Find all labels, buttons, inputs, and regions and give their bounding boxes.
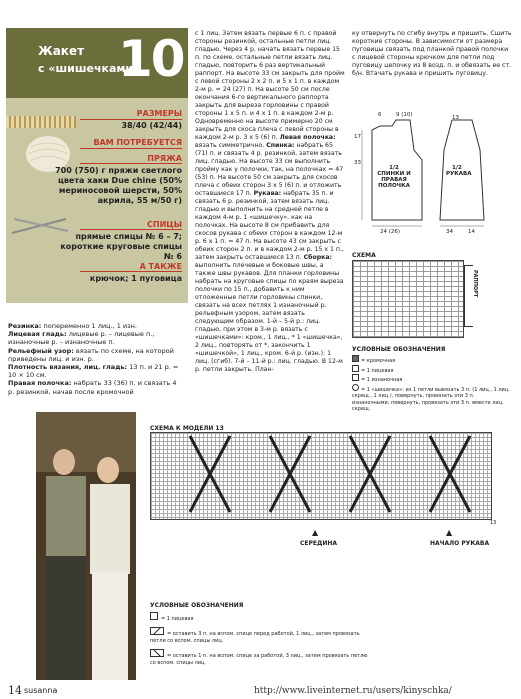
sleeve-start-label: НАЧАЛО РУКАВА — [430, 540, 490, 547]
title-line-1: Жакет — [38, 44, 85, 58]
dim-top-b: 9 (10) — [396, 112, 413, 118]
center-label: СЕРЕДИНА — [300, 540, 338, 547]
cable-right-icon — [150, 649, 164, 657]
stitch-chart-grid — [352, 260, 464, 338]
legend-small-title: УСЛОВНЫЕ ОБОЗНАЧЕНИЯ — [352, 346, 446, 353]
stitch-text: вязать по схеме, на которой приведены лиц. и изн. р. — [8, 346, 174, 363]
left-front-label: Левая полочка: — [279, 134, 336, 141]
yarn-value: 700 (750) г пряжи светлого цвета хаки Due chine (50% мериносовой шерсти, 50% акрила, 55 м/50 г) — [55, 166, 182, 205]
divider — [80, 229, 182, 230]
legend-item: = 1 лицевая — [150, 612, 370, 623]
page-number: 14 — [8, 684, 22, 697]
sleeve-label: Рукава: — [253, 190, 282, 197]
bobble-icon — [352, 384, 359, 391]
center-arrow-icon: ▲ — [312, 528, 319, 537]
stitch-descriptions — [8, 322, 184, 396]
sizes-value: 38/40 (42/44) — [121, 121, 182, 130]
divider — [80, 148, 182, 149]
stitch-item — [8, 363, 184, 379]
legend-item: = кромочная — [352, 355, 512, 365]
sizes-label: РАЗМЕРЫ — [136, 109, 182, 118]
back-text: набрать 65 (71) п. и связать 4 р. резинкой, затем вязать лиц. гладью. На высоте 33 см выполнить пройму как у полочки, так, на полочках = 47 (53) п. На высоте 50 см закрыть для скосов плеча с обеих сторон 3 х 5 (6) п. и отложить оставшиеся 17 п. — [195, 142, 344, 197]
edge-stitch-icon — [352, 355, 359, 362]
instructions-column-2 — [195, 30, 345, 410]
sleeve-bottom: 34 — [446, 229, 453, 235]
knit-stitch-icon — [150, 612, 158, 620]
stitch-term: Плотность вязания, лиц. гладь: — [8, 363, 128, 372]
stitch-term: Рельефный узор: — [8, 346, 74, 355]
legend-item: = 1 «шишечка»: из 1 петли вывязать 3 п. (1 лиц., 1 лиц. скрещ., 1 лиц.), повернуть, провязать эти 3 п. изнаночными, повернуть, провязать эти 3 п. вместе лиц. скрещ. — [352, 384, 512, 413]
legend-large-title: УСЛОВНЫЕ ОБОЗНАЧЕНИЯ — [150, 602, 244, 609]
needles-value: прямые спицы № 6 – 7; короткие круговые спицы № 6 — [60, 232, 182, 261]
yarn-label: ПРЯЖА — [147, 154, 182, 163]
divider — [80, 119, 182, 120]
sleeve-label: 1/2 РУКАВА — [446, 165, 472, 177]
divider — [80, 163, 182, 164]
brand-name: susanna — [24, 686, 58, 695]
stitch-term: Резинка: — [8, 322, 42, 330]
instructions-column-3: ку отвернуть по сгибу внутрь и пришить. Сшить короткие стороны. В зависимости от размера пуговицы связать под планкой правой полочки с лицевой стороны крючком для петли под пуговицу цепочку из 8 возд. п. и обвязать ее ст. б/н. Втачать рукава и пришить пуговицу. — [352, 30, 512, 77]
legend-item: = оставить 1 п. на вспом. спице за работой, 3 лиц., затем провязать петлю со вспом. спицы лиц. — [150, 649, 370, 667]
stitch-text: 13 п. и 21 р. = 10 × 10 см. — [8, 363, 179, 380]
stitch-text: лицевые р. – лицевые п., изнаночные р. – изнаночные п. — [8, 330, 155, 347]
dim-side: 33 — [354, 160, 361, 166]
rows-label: 13 — [490, 520, 497, 526]
title-line-2: с «шишечками» — [38, 62, 141, 75]
purl-stitch-icon — [352, 374, 359, 381]
stitch-text: набрать 33 (36) п. и связать 4 р. резинкой, начав после кромочной — [8, 379, 177, 396]
assembly-label: Сборка: — [303, 254, 333, 261]
legend-item: = 1 лицевая — [352, 365, 512, 375]
dim-top-a: 6 — [378, 112, 382, 118]
divider — [80, 271, 182, 272]
stitch-text: попеременно 1 лиц., 1 изн. — [43, 322, 137, 330]
rapport-label: РАППОРТ — [472, 270, 478, 298]
legend-large — [150, 612, 370, 667]
legend-item: = оставить 3 п. на вспом. спице перед работой, 1 лиц., затем провязать петли со вспом. спицы лиц. — [150, 627, 370, 645]
sleeve-arrow-icon: ▲ — [446, 528, 453, 537]
stitch-item — [8, 322, 184, 330]
assembly-text: выполнить плечевые и боковые швы, а также швы рукавов. Для планки горловины набрать на круговые спицы по краям выреза полочки по 15 п., добавить к ним отложенные петли горловины спинки, связать на всех петлях 1 изнаночный р. рельефным узором, затем вязать следующим образом. 1-й – 5-й р.: лиц. гладью, при этом в 3-м р. вязать с «шишечками»: кром., 1 лиц., * 1 «шишечка», 2 лиц., повторять от *, закончить 1 «шишечкой», 1 лиц., кром. 6-й р. (изн.): 1 лиц. (сгиб). 7-й – 11-й р.: лиц. гладью. В 12-м р. петли закрыть. План- — [195, 262, 344, 373]
wide-chart-title: СХЕМА К МОДЕЛИ 13 — [150, 425, 224, 432]
sleeve-top: 13 — [452, 115, 459, 121]
right-front-text: с 1 лиц. Затем вязать первые 6 п. с правой стороны резинкой, остальные петли лиц. гладью. Через 4 р. начать вязать первые 15 п. по схеме, остальные петли вязать лиц. гладью, повторить 6 раз вертикальный раппорт. На высоте 33 см закрыть для пройм с левой стороны 2 х 2 п. и 5 х 1 п. в каждом 2-м р. = 24 (27) п. На высоте 50 см после окончания 6-го вертикального раппорта закрыть для выреза горловины с правой стороны 1 х 5 п. и 4 х 1 п. в каждом 2-м р. Одновременно на высоте примерно 20 см закрыть для скоса плеча с левой стороны в каждом 2-м р. 3 х 5 (6) п. — [195, 30, 345, 141]
back-label: Спинка: — [266, 142, 295, 149]
cable-chart-marks — [150, 432, 490, 518]
model-photo — [36, 412, 136, 680]
legend-item: = 1 изнаночная — [352, 374, 512, 384]
left-front-text: вязать симметрично. — [195, 142, 265, 149]
source-url[interactable]: http://www.liveinternet.ru/users/kinyschka/ — [254, 686, 452, 696]
also-value: крючок; 1 пуговица — [89, 274, 182, 283]
scheme-label: СХЕМА — [352, 252, 376, 259]
stitch-item — [8, 330, 184, 346]
needs-label: ВАМ ПОТРЕБУЕТСЯ — [93, 138, 182, 147]
stitch-term: Правая полочка: — [8, 379, 72, 388]
dim-side-top: 17 — [354, 134, 361, 140]
stitch-item — [8, 347, 184, 363]
dim-bottom: 24 (26) — [380, 229, 401, 235]
front-label: 1/2 СПИНКИ И ПРАВАЯ ПОЛОЧКА — [377, 165, 411, 189]
sleeve-text: набрать 35 п. и связать 6 р. резинкой, затем вязать лиц. гладью и выполнить на средней петле в каждом 4-м р. 1 «шишечку», как на полочках. На высоте 8 см прибавить для скосов рукава с обеих сторон в каждом 12-м р. 6 х 1 п. = 47 п. На высоте 43 см закрыть с обеих сторон 2 п. и в каждом 2-м р. 15 х 1 п., затем закрыть оставшиеся 13 п. — [195, 190, 344, 261]
sleeve-bottom-b: 14 — [468, 229, 475, 235]
legend-small — [352, 355, 512, 413]
needles-label: СПИЦЫ — [147, 220, 182, 229]
also-label: А ТАКЖЕ — [139, 262, 182, 271]
stitch-item — [8, 379, 184, 395]
model-number: 10 — [118, 30, 184, 88]
cable-left-icon — [150, 627, 164, 635]
stitch-term: Лицевая гладь: — [8, 330, 67, 339]
knit-stitch-icon — [352, 365, 359, 372]
